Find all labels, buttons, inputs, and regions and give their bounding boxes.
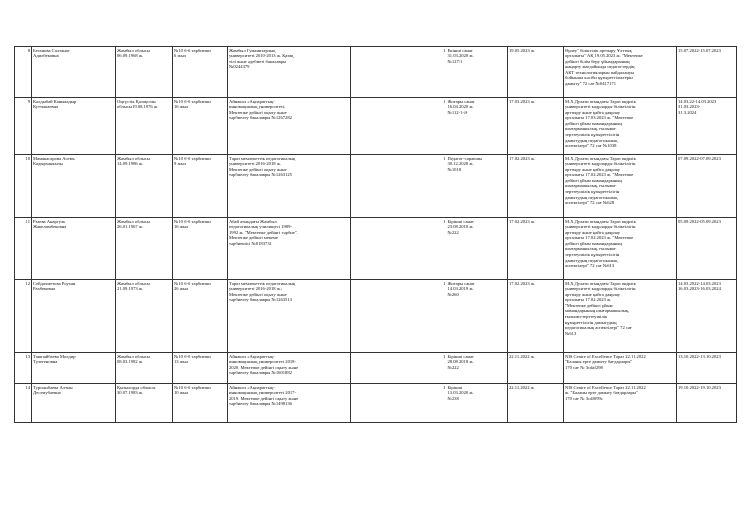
period: 14.03.2022-14.03.2023 16.03.2023-16.03.2024 [677, 280, 737, 353]
row-number: 8 [15, 47, 32, 98]
count-cell: 1 [351, 218, 447, 280]
education: Жамбыл Гуманитарлық университеті 2010-2013 ж. Қазақ тілі және әдебиеті бакалавры №0244379 [228, 47, 351, 98]
attestation-date: 17.03.2023 ж. [508, 98, 564, 155]
education: Тараз мемлекеттік педагогикалық университеті 2016-2018 ж.; Мектепке дейінгі оқыту және тәрбиелеу бакалавры №1263513 [228, 280, 351, 353]
full-name: Мамакасарова Асемь Кадырханкызы [32, 155, 116, 218]
attestation-date: 22.11.2022 ж. [508, 353, 564, 384]
category: Педагог-сарапшы 30.12.2020 ж. №1018 [447, 155, 508, 218]
full-name: Сейдахметова Роухан Рахбековна [32, 280, 116, 353]
table-row [15, 98, 737, 155]
period: 15.07.2022-15.07.2023 [677, 47, 737, 98]
workplace: №10 б-б тарбиеши 6 жыл [173, 47, 228, 98]
full-name: Калдыбай Каныкадыр Куттыкаевна [32, 98, 116, 155]
workplace: №10 б-б тарбиеши 26 жыл [173, 280, 228, 353]
workplace: №10 б-б тарбиеши 16 жыл [173, 98, 228, 155]
table-row [15, 47, 737, 98]
row-number: 14 [15, 384, 32, 423]
period: 14.03.22-14.03.2023 31.03.2023- 31.3.2024 [677, 98, 737, 155]
row-number: 11 [15, 218, 32, 280]
course-info: Өрлеу" біліктілік арттыру Ұлттық орталығы" АҚ 19.05.2023 ж. "Мектепке дейінгі білім беру ұйымдарының жаңарту жағдайында педагогтердің АКТ технологияларын пайдалануы бойынша кәсіби құзыреттіліктерін дамыту" 72 сағ №0417171 [564, 47, 677, 98]
full-name: Турсынбаева Алтын Десемубаевна [32, 384, 116, 423]
attestation-date: 22.11.2022 ж. [508, 384, 564, 423]
count-cell: 1 [351, 155, 447, 218]
period: 13.10.2022-13.10.2023 [677, 353, 737, 384]
table-row [15, 218, 737, 280]
category: Бірінші санат 28.08.2018 ж. №222 [447, 353, 508, 384]
birth-info: Жамбыл облысы 08.03.1982 ж. [116, 353, 173, 384]
workplace: №10 б-б тарбиеши 13 жыл [173, 353, 228, 384]
education: Айнакөл «Ақпараттық- инновациялық университеті, Мектепке дейінгі оқыту және тәрбиелеу бакалавры №1267282 [228, 98, 351, 155]
education: Абай атындағы Жамбыл педагогикалық училищесі 1989- 1992 ж. "Мектепке дейінгі тәрбие". Мектепке дейінгі мекеме тәрбиешісі №0183731 [228, 218, 351, 280]
row-number: 13 [15, 353, 32, 384]
table-row [15, 384, 737, 423]
attestation-date: 17.02.2023 ж. [508, 280, 564, 353]
full-name: Рзаева Анаргуль Жакелимбековна [32, 218, 116, 280]
category: Жоғары санат 16.04.2020 ж. №112-1-Ә [447, 98, 508, 155]
workplace: №10 б-б тарбиеши 9 жыл [173, 155, 228, 218]
workplace: №10 б-б тарбиеши 10 жыл [173, 384, 228, 423]
attestation-date: 19.05.2023 ж. [508, 47, 564, 98]
full-name: Ташпайбаева Молдир Тулегеновна [32, 353, 116, 384]
education: Тараз мемлекеттік педагогикалық университеті 2016-2018 ж. Мектепке дейінгі оқыту және тәрбиелеу бакалавры №1263125 [228, 155, 351, 218]
birth-info: Жамбыл облысы 06.09.1968 ж. [116, 47, 173, 98]
period: 05.09.2022-05.09.2023 [677, 218, 737, 280]
count-cell: 1 [351, 280, 447, 353]
period: 19.10.2022-19.10.2023 [677, 384, 737, 423]
attestation-date: 17.02.2023 ж. [508, 218, 564, 280]
course-info: М.Х.Дулати атындағы Тараз өңірлік университеті кадрларды біліктілігін арттыру және қайта даярлау орталығы 17.02.2023 ж. "Мектепке дейінгі ұйым мамандарының шығармашылық, ғылыми- зерттеушілік құзыреттілігін дамытудың педагогикалық аспектілері" 72 сағ №613 [564, 218, 677, 280]
category: Жоғары санат 14.03.2019 ж. №260 [447, 280, 508, 353]
table-row [15, 155, 737, 218]
row-number: 9 [15, 98, 32, 155]
education: Айнакөл «Ақпараттық- инновациялық университеті 2017- 2019. Мектепке дейінгі оқыту және тәрбиелеу бакалавры №1498136 [228, 384, 351, 423]
staff-table [14, 46, 737, 423]
course-info: М.Х.Дулати атындағы Тараз өңірлік университеті кадрларды біліктілігін арттыру және қайта даярлау орталығы 17.02.2023 ж. "Мектепке дейінгі ұйым мамандарының шығармашылық, ғылыми-зерттеушілік құзыреттілігін дамытудың педагогикалық аспектілері" 72 сағ №613 [564, 280, 677, 353]
table-row [15, 280, 737, 353]
staff-table-sheet [14, 46, 736, 423]
workplace: №10 б-б тарбиеши 16 жыл [173, 218, 228, 280]
course-info: М.Х.Дулати атындағы Тараз өңірлік университеті кадрларды біліктілігін арттыру және қайта даярлау орталығы 17.03.2023 ж. "Мектепке дейінгі ұйым мамандарының шығармашылық, ғылыми- зерттеушілік құзыреттілігін дамытудың педагогикалық аспектілері" 72 сағ №1038 [564, 98, 677, 155]
birth-info: Оңтүстік Қазақстан облысы19.08.1976 ж. [116, 98, 173, 155]
category: Екінші санат 31.03.2020 ж. №127/1 [447, 47, 508, 98]
period: 07.09.2022-07.09.2023 [677, 155, 737, 218]
row-number: 10 [15, 155, 32, 218]
birth-info: Жамбыл облысы 14.09.1986 ж. [116, 155, 173, 218]
attestation-date: 17.02.2023 ж. [508, 155, 564, 218]
row-number: 12 [15, 280, 32, 353]
full-name: Беганова Салтанат Адилбековна [32, 47, 116, 98]
count-cell: 1 [351, 98, 447, 155]
count-cell: 1 [351, 384, 447, 423]
count-cell: 1 [351, 353, 447, 384]
course-info: NIS Centre of Excellence Тараз 22.11.2022 "Баланы ерте дамыту бағдарлары" 170 сағ № 3cdaf298 [564, 353, 677, 384]
category: Бірінші санат 23.08.2010 ж. №222 [447, 218, 508, 280]
course-info: М.Х.Дулати атындағы Тараз өңірлік университеті кадрларды біліктілігін арттыру және қайта даярлау орталығы 17.02.2023 ж. "Мектепке дейінгі ұйым мамандарының шығармашылық, ғылыми- зерттеушілік құзыреттілігін дамытудың педагогикалық аспектілері" 72 сағ №628 [564, 155, 677, 218]
birth-info: Қызылорда облысы 30.07.1983 ж. [116, 384, 173, 423]
course-info: NIS Centre of Excellence Тараз 22.11.2022 ж. "Баланы ерте дамыту бағдарлары" 170 сағ № 3cdf099c [564, 384, 677, 423]
birth-info: Жамбыл облысы 21.09.1973 ж. [116, 280, 173, 353]
table-row [15, 353, 737, 384]
education: Айнакөл «Ақпараттық- инновациялық университеті 2018- 2020. Мектепке дейінгі оқыту және тәрбиелеу бакалавры №1601882 [228, 353, 351, 384]
count-cell: 1 [351, 47, 447, 98]
birth-info: Жамбыл облысы 26.01.1967 ж. [116, 218, 173, 280]
category: Бірінші 13.03.2020 ж. №238 [447, 384, 508, 423]
